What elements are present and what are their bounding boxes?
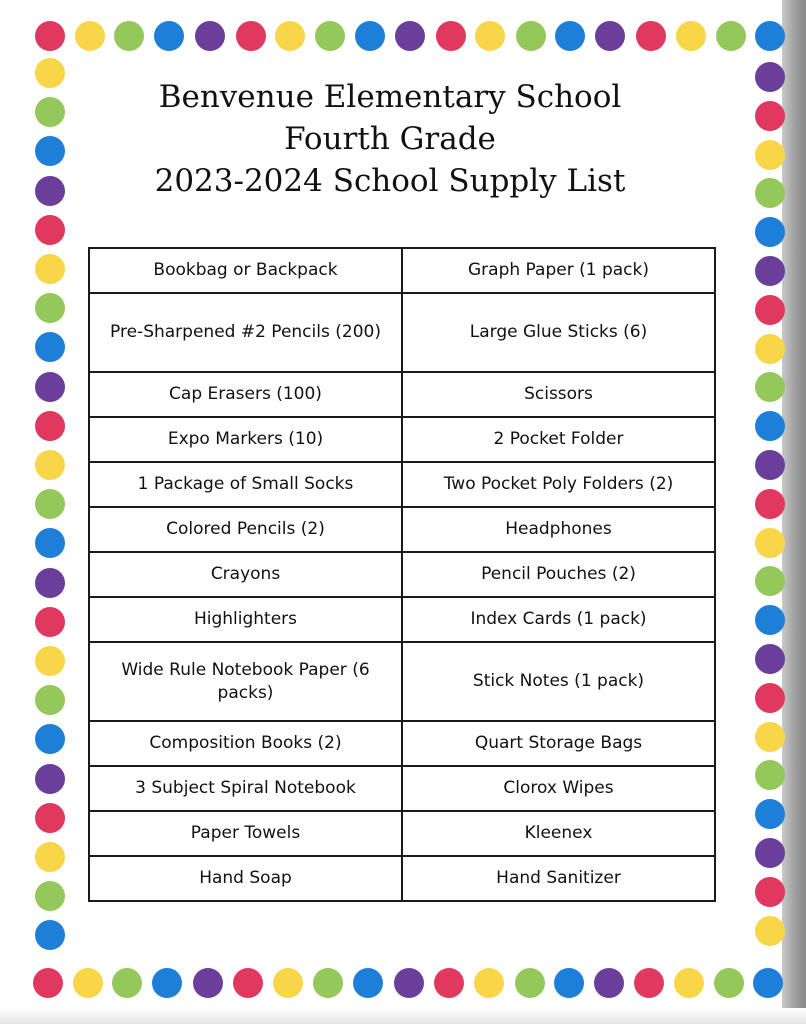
supply-item: Large Glue Sticks (6) bbox=[402, 293, 715, 372]
table-row bbox=[89, 417, 715, 462]
border-dot bbox=[35, 803, 65, 833]
border-dot bbox=[35, 58, 65, 88]
border-dot bbox=[273, 968, 303, 998]
border-dot bbox=[755, 489, 785, 519]
supply-item: Scissors bbox=[402, 372, 715, 417]
supply-item: Highlighters bbox=[89, 597, 402, 642]
border-dot bbox=[35, 254, 65, 284]
border-dot bbox=[674, 968, 704, 998]
border-dot bbox=[755, 178, 785, 208]
border-dot bbox=[35, 528, 65, 558]
supply-item: Graph Paper (1 pack) bbox=[402, 248, 715, 293]
supply-table bbox=[88, 247, 716, 902]
supply-item: 3 Subject Spiral Notebook bbox=[89, 766, 402, 811]
border-dot bbox=[755, 566, 785, 596]
supply-item: Wide Rule Notebook Paper (6 packs) bbox=[89, 642, 402, 721]
supply-item: Paper Towels bbox=[89, 811, 402, 856]
supply-item: Crayons bbox=[89, 552, 402, 597]
table-row bbox=[89, 766, 715, 811]
supply-item: Composition Books (2) bbox=[89, 721, 402, 766]
border-dot bbox=[355, 21, 385, 51]
border-dot bbox=[193, 968, 223, 998]
border-dot bbox=[755, 450, 785, 480]
supply-item: Stick Notes (1 pack) bbox=[402, 642, 715, 721]
border-dot bbox=[636, 21, 666, 51]
border-dot bbox=[755, 683, 785, 713]
border-dot bbox=[474, 968, 504, 998]
border-dot bbox=[315, 21, 345, 51]
border-dot bbox=[35, 920, 65, 950]
border-dot bbox=[35, 607, 65, 637]
border-dot bbox=[35, 724, 65, 754]
border-dot bbox=[195, 21, 225, 51]
border-dot bbox=[755, 217, 785, 247]
border-dot bbox=[554, 968, 584, 998]
border-dot bbox=[35, 685, 65, 715]
supply-item: Two Pocket Poly Folders (2) bbox=[402, 462, 715, 507]
supply-item: Quart Storage Bags bbox=[402, 721, 715, 766]
table-row bbox=[89, 507, 715, 552]
border-dot bbox=[154, 21, 184, 51]
border-dot bbox=[395, 21, 425, 51]
supply-item: Index Cards (1 pack) bbox=[402, 597, 715, 642]
border-dot bbox=[755, 877, 785, 907]
border-dot bbox=[35, 842, 65, 872]
border-dot bbox=[555, 21, 585, 51]
border-dot bbox=[114, 21, 144, 51]
grade-title: Fourth Grade bbox=[284, 121, 496, 157]
supply-item: Hand Soap bbox=[89, 856, 402, 901]
table-row bbox=[89, 597, 715, 642]
table-row bbox=[89, 552, 715, 597]
border-dot bbox=[755, 799, 785, 829]
border-dot bbox=[755, 101, 785, 131]
border-dot bbox=[755, 605, 785, 635]
supply-item: 1 Package of Small Socks bbox=[89, 462, 402, 507]
table-row bbox=[89, 811, 715, 856]
border-dot bbox=[755, 62, 785, 92]
border-dot bbox=[35, 450, 65, 480]
border-dot bbox=[714, 968, 744, 998]
border-dot bbox=[755, 411, 785, 441]
border-dot bbox=[755, 295, 785, 325]
border-dot bbox=[112, 968, 142, 998]
border-dot bbox=[35, 215, 65, 245]
table-row bbox=[89, 721, 715, 766]
supply-item: Cap Erasers (100) bbox=[89, 372, 402, 417]
supply-item: Bookbag or Backpack bbox=[89, 248, 402, 293]
border-dot bbox=[35, 332, 65, 362]
border-dot bbox=[594, 968, 624, 998]
border-dot bbox=[676, 21, 706, 51]
border-dot bbox=[35, 176, 65, 206]
border-dot bbox=[275, 21, 305, 51]
border-dot bbox=[755, 372, 785, 402]
border-dot bbox=[152, 968, 182, 998]
border-dot bbox=[75, 21, 105, 51]
border-dot bbox=[35, 293, 65, 323]
list-title: 2023-2024 School Supply List bbox=[154, 163, 626, 199]
border-dot bbox=[716, 21, 746, 51]
border-dot bbox=[73, 968, 103, 998]
border-dot bbox=[233, 968, 263, 998]
page-header bbox=[90, 76, 690, 202]
border-dot bbox=[35, 568, 65, 598]
border-dot bbox=[755, 838, 785, 868]
supply-item: Colored Pencils (2) bbox=[89, 507, 402, 552]
border-dot bbox=[35, 372, 65, 402]
scanner-bottom-edge bbox=[0, 1008, 806, 1024]
scanner-edge bbox=[782, 0, 806, 1024]
border-dot bbox=[755, 644, 785, 674]
border-dot bbox=[755, 256, 785, 286]
border-dot bbox=[755, 334, 785, 364]
border-dot bbox=[515, 968, 545, 998]
border-dot bbox=[755, 528, 785, 558]
table-row bbox=[89, 293, 715, 372]
table-row bbox=[89, 372, 715, 417]
border-dot bbox=[313, 968, 343, 998]
table-row bbox=[89, 248, 715, 293]
table-row bbox=[89, 856, 715, 901]
border-dot bbox=[516, 21, 546, 51]
border-dot bbox=[35, 881, 65, 911]
border-dot bbox=[634, 968, 664, 998]
supply-item: 2 Pocket Folder bbox=[402, 417, 715, 462]
border-dot bbox=[394, 968, 424, 998]
supply-item: Kleenex bbox=[402, 811, 715, 856]
border-dot bbox=[35, 97, 65, 127]
school-name: Benvenue Elementary School bbox=[158, 79, 622, 115]
border-dot bbox=[35, 136, 65, 166]
border-dot bbox=[755, 760, 785, 790]
border-dot bbox=[434, 968, 464, 998]
supply-item: Pencil Pouches (2) bbox=[402, 552, 715, 597]
border-dot bbox=[755, 722, 785, 752]
border-dot bbox=[35, 489, 65, 519]
border-dot bbox=[436, 21, 466, 51]
border-dot bbox=[35, 764, 65, 794]
border-dot bbox=[755, 140, 785, 170]
table-row bbox=[89, 642, 715, 721]
border-dot bbox=[755, 21, 785, 51]
border-dot bbox=[753, 968, 783, 998]
border-dot bbox=[236, 21, 266, 51]
border-dot bbox=[35, 411, 65, 441]
table-row bbox=[89, 462, 715, 507]
border-dot bbox=[475, 21, 505, 51]
supply-item: Expo Markers (10) bbox=[89, 417, 402, 462]
border-dot bbox=[595, 21, 625, 51]
supply-item: Hand Sanitizer bbox=[402, 856, 715, 901]
supply-item: Headphones bbox=[402, 507, 715, 552]
border-dot bbox=[35, 21, 65, 51]
border-dot bbox=[35, 646, 65, 676]
supply-item: Pre-Sharpened #2 Pencils (200) bbox=[89, 293, 402, 372]
supply-item: Clorox Wipes bbox=[402, 766, 715, 811]
border-dot bbox=[33, 968, 63, 998]
border-dot bbox=[353, 968, 383, 998]
border-dot bbox=[755, 916, 785, 946]
